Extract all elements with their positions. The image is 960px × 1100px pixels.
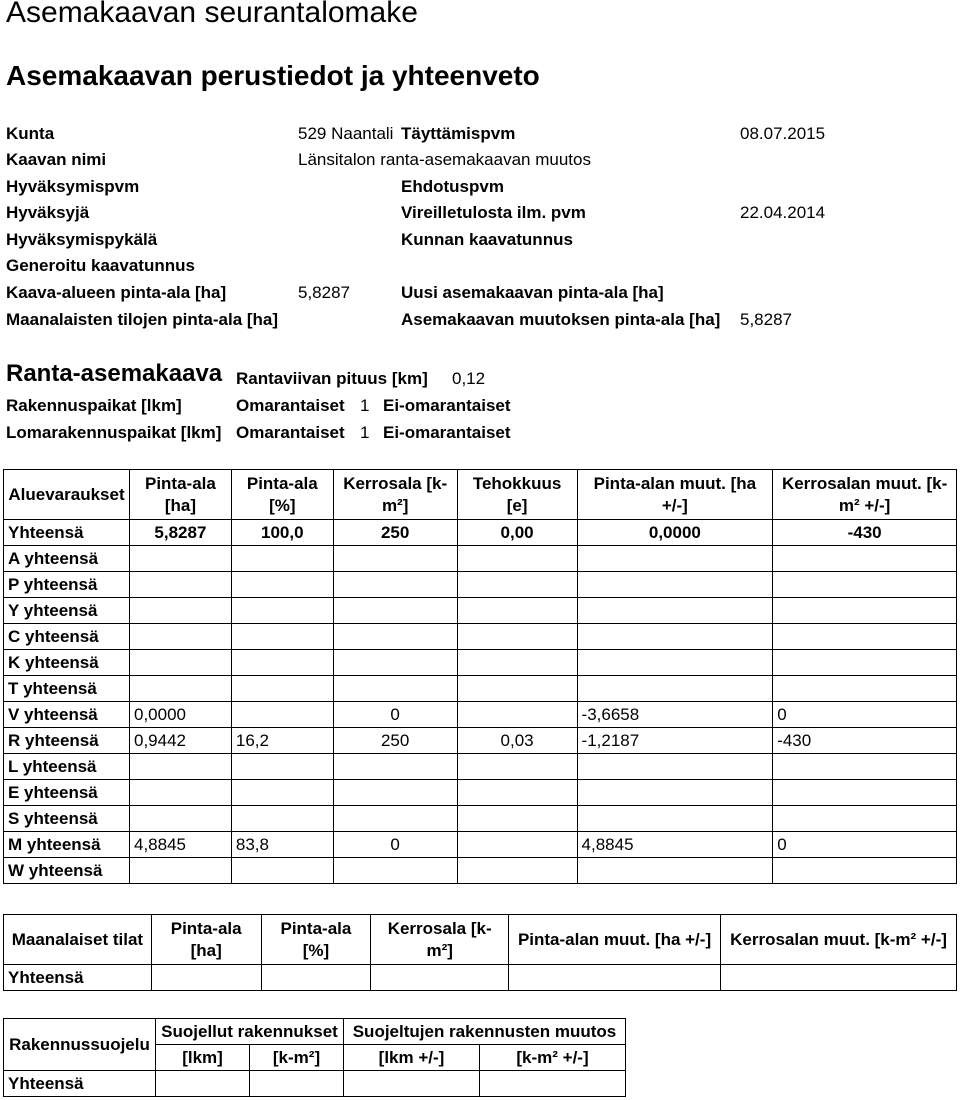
loma-ei-omarantaiset-label: Ei-omarantaiset (383, 423, 511, 442)
table-cell: 4,8845 (129, 832, 231, 858)
table-row (4, 832, 957, 858)
hyvaksyja-label: Hyväksyjä (6, 203, 90, 222)
muutos-pinta-ala-label: Asemakaavan muutoksen pinta-ala [ha] (401, 310, 721, 329)
table-cell (457, 754, 577, 780)
table-cell (577, 598, 773, 624)
table-cell: 0,9442 (129, 728, 231, 754)
maanalaiset-cell (261, 965, 371, 991)
table-cell (129, 754, 231, 780)
table-cell (333, 598, 457, 624)
maanalaiset-header-pinta-ala-ha: Pinta-ala [ha] (151, 915, 261, 965)
table-row (4, 728, 957, 754)
maanalaiset-header-pinta-alan-muut: Pinta-alan muut. [ha +/-] (509, 915, 721, 965)
table-cell (457, 572, 577, 598)
maanalaiset-total-row (4, 965, 957, 991)
uusi-pinta-ala-label: Uusi asemakaavan pinta-ala [ha] (401, 283, 664, 302)
table-cell (773, 780, 957, 806)
table-cell (333, 806, 457, 832)
table-cell (577, 624, 773, 650)
row-label: T yhteensä (4, 676, 130, 702)
table-row (4, 624, 957, 650)
row-label: R yhteensä (4, 728, 130, 754)
table-cell (577, 572, 773, 598)
maanalaiset-header-tilat: Maanalaiset tilat (4, 915, 152, 965)
hyvaksymispykala-label: Hyväksymispykälä (6, 230, 158, 249)
table-cell (577, 650, 773, 676)
tayttamispvm-label: Täyttämispvm (401, 124, 516, 143)
maanalaiset-table (3, 914, 957, 991)
table-row (4, 598, 957, 624)
table-cell (231, 624, 333, 650)
row-label: E yhteensä (4, 780, 130, 806)
table-row (4, 650, 957, 676)
table-cell (333, 650, 457, 676)
table-cell (773, 754, 957, 780)
table-row (4, 520, 957, 546)
rakennussuojelu-cell (250, 1071, 344, 1097)
maanalaiset-cell (371, 965, 509, 991)
table-cell (231, 754, 333, 780)
rantaviiva-label: Rantaviivan pituus [km] (236, 369, 428, 388)
kunnan-kaavatunnus-label: Kunnan kaavatunnus (401, 230, 573, 249)
maanalaiset-header-kerrosala: Kerrosala [k-m²] (371, 915, 509, 965)
table-cell (577, 780, 773, 806)
table-cell: 250 (333, 520, 457, 546)
table-cell (333, 624, 457, 650)
table-row (4, 754, 957, 780)
table-cell (773, 624, 957, 650)
row-label: S yhteensä (4, 806, 130, 832)
row-label: C yhteensä (4, 624, 130, 650)
table-row (4, 572, 957, 598)
lomarakennuspaikat-label: Lomarakennuspaikat [lkm] (6, 423, 222, 442)
table-cell: 250 (333, 728, 457, 754)
loma-omarantaiset-value: 1 (360, 423, 370, 442)
table-cell (231, 650, 333, 676)
vireilletulo-label: Vireilletulosta ilm. pvm (401, 203, 586, 222)
tayttamispvm-value: 08.07.2015 (740, 124, 826, 143)
table-cell (773, 806, 957, 832)
table-cell (333, 676, 457, 702)
table-cell (773, 546, 957, 572)
table-cell: 100,0 (231, 520, 333, 546)
table-cell (231, 598, 333, 624)
header-pinta-ala-pct: Pinta-ala [%] (231, 470, 333, 520)
loma-omarantaiset-label: Omarantaiset (236, 423, 345, 442)
kaava-alue-label: Kaava-alueen pinta-ala [ha] (6, 283, 227, 302)
table-row (4, 702, 957, 728)
table-cell (773, 650, 957, 676)
table-cell (129, 676, 231, 702)
table-row (4, 806, 957, 832)
sub-header-lkm: [lkm] (156, 1045, 250, 1071)
maanalaiset-header-pinta-ala-pct: Pinta-ala [%] (261, 915, 371, 965)
table-cell (333, 754, 457, 780)
kaavan-nimi-label: Kaavan nimi (6, 150, 107, 169)
table-cell (577, 806, 773, 832)
table-row (4, 858, 957, 884)
table-cell (457, 806, 577, 832)
table-cell: 0,00 (457, 520, 577, 546)
ranta-title: Ranta-asemakaava (6, 360, 223, 387)
sub-header-km2: [k-m²] (250, 1045, 344, 1071)
table-cell (129, 858, 231, 884)
table-cell: -3,6658 (577, 702, 773, 728)
table-cell (129, 650, 231, 676)
header-kerrosalan-muut: Kerrosalan muut. [k-m² +/-] (773, 470, 957, 520)
table-cell (231, 546, 333, 572)
table-cell: -1,2187 (577, 728, 773, 754)
table-cell (231, 572, 333, 598)
table-cell (129, 572, 231, 598)
table-cell (577, 858, 773, 884)
vireilletulo-value: 22.04.2014 (740, 203, 826, 222)
header-kerrosala: Kerrosala [k-m²] (333, 470, 457, 520)
rakennuspaikat-label: Rakennuspaikat [lkm] (6, 396, 182, 415)
rakennussuojelu-label: Rakennussuojelu (4, 1019, 156, 1071)
table-row (4, 676, 957, 702)
table-cell (457, 650, 577, 676)
row-label: M yhteensä (4, 832, 130, 858)
table-cell (577, 754, 773, 780)
table-cell (457, 546, 577, 572)
table-cell (231, 858, 333, 884)
table-cell: 0,03 (457, 728, 577, 754)
rak-omarantaiset-value: 1 (360, 396, 370, 415)
table-cell (129, 780, 231, 806)
kaava-alue-value: 5,8287 (298, 283, 350, 302)
table-cell: 0 (773, 832, 957, 858)
kunta-value: 529 Naantali (298, 124, 394, 143)
row-label: Yhteensä (4, 520, 130, 546)
header-aluevaraukset: Aluevaraukset (4, 470, 130, 520)
table-cell (457, 858, 577, 884)
hyvaksymispvm-label: Hyväksymispvm (6, 177, 140, 196)
table-cell (231, 806, 333, 832)
header-pinta-alan-muut: Pinta-alan muut. [ha +/-] (577, 470, 773, 520)
table-cell (129, 624, 231, 650)
table-cell (333, 780, 457, 806)
sub-header-km2-muutos: [k-m² +/-] (480, 1045, 626, 1071)
document-title: Asemakaavan seurantalomake (6, 0, 418, 29)
table-cell (129, 546, 231, 572)
table-cell (577, 546, 773, 572)
row-label: Y yhteensä (4, 598, 130, 624)
table-cell: 0 (333, 832, 457, 858)
suojellut-rakennukset-header: Suojellut rakennukset (156, 1019, 344, 1045)
rakennussuojelu-cell (344, 1071, 480, 1097)
table-cell: 16,2 (231, 728, 333, 754)
sub-header-lkm-muutos: [lkm +/-] (344, 1045, 480, 1071)
table-cell (773, 858, 957, 884)
row-label: V yhteensä (4, 702, 130, 728)
table-cell (773, 572, 957, 598)
maanalaiset-cell (721, 965, 957, 991)
table-cell: 4,8845 (577, 832, 773, 858)
table-cell (457, 676, 577, 702)
table-cell (129, 598, 231, 624)
table-cell (231, 780, 333, 806)
table-cell (333, 858, 457, 884)
muutos-pinta-ala-value: 5,8287 (740, 310, 792, 329)
rakennussuojelu-cell (156, 1071, 250, 1097)
table-cell (773, 598, 957, 624)
table-cell (457, 780, 577, 806)
kunta-label: Kunta (6, 124, 55, 143)
table-row (4, 546, 957, 572)
table-cell: -430 (773, 520, 957, 546)
maanalaiset-pinta-ala-label: Maanalaisten tilojen pinta-ala [ha] (6, 310, 279, 329)
table-cell (457, 832, 577, 858)
section-title: Asemakaavan perustiedot ja yhteenveto (6, 60, 540, 91)
table-cell (457, 598, 577, 624)
table-header-row (4, 470, 957, 520)
table-cell: -430 (773, 728, 957, 754)
maanalaiset-cell (509, 965, 721, 991)
row-label: W yhteensä (4, 858, 130, 884)
generoitu-kaavatunnus-label: Generoitu kaavatunnus (6, 256, 195, 275)
rakennussuojelu-row-label: Yhteensä (4, 1071, 156, 1097)
row-label: K yhteensä (4, 650, 130, 676)
header-tehokkuus: Tehokkuus [e] (457, 470, 577, 520)
table-cell (333, 546, 457, 572)
table-cell (457, 624, 577, 650)
rakennussuojelu-total-row (4, 1071, 626, 1097)
row-label: P yhteensä (4, 572, 130, 598)
aluevaraukset-table (3, 469, 957, 884)
table-cell: 5,8287 (129, 520, 231, 546)
table-cell: 83,8 (231, 832, 333, 858)
rakennussuojelu-header-row (4, 1019, 626, 1045)
kaavan-nimi-value: Länsitalon ranta-asemakaavan muutos (298, 150, 591, 169)
table-cell (231, 676, 333, 702)
row-label: L yhteensä (4, 754, 130, 780)
table-cell: 0,0000 (577, 520, 773, 546)
table-cell: 0,0000 (129, 702, 231, 728)
rakennussuojelu-table (3, 1018, 626, 1097)
table-cell (773, 676, 957, 702)
table-cell: 0 (773, 702, 957, 728)
ehdotuspvm-label: Ehdotuspvm (401, 177, 504, 196)
table-cell: 0 (333, 702, 457, 728)
header-pinta-ala-ha: Pinta-ala [ha] (129, 470, 231, 520)
maanalaiset-row-label: Yhteensä (4, 965, 152, 991)
row-label: A yhteensä (4, 546, 130, 572)
rak-ei-omarantaiset-label: Ei-omarantaiset (383, 396, 511, 415)
suojeltujen-muutos-header: Suojeltujen rakennusten muutos (344, 1019, 626, 1045)
table-cell (231, 702, 333, 728)
table-cell (577, 676, 773, 702)
maanalaiset-header-kerrosalan-muut: Kerrosalan muut. [k-m² +/-] (721, 915, 957, 965)
table-cell (333, 572, 457, 598)
table-cell (129, 806, 231, 832)
maanalaiset-cell (151, 965, 261, 991)
maanalaiset-header-row (4, 915, 957, 965)
rantaviiva-value: 0,12 (452, 369, 486, 388)
table-cell (457, 702, 577, 728)
rak-omarantaiset-label: Omarantaiset (236, 396, 345, 415)
rakennussuojelu-cell (480, 1071, 626, 1097)
table-row (4, 780, 957, 806)
